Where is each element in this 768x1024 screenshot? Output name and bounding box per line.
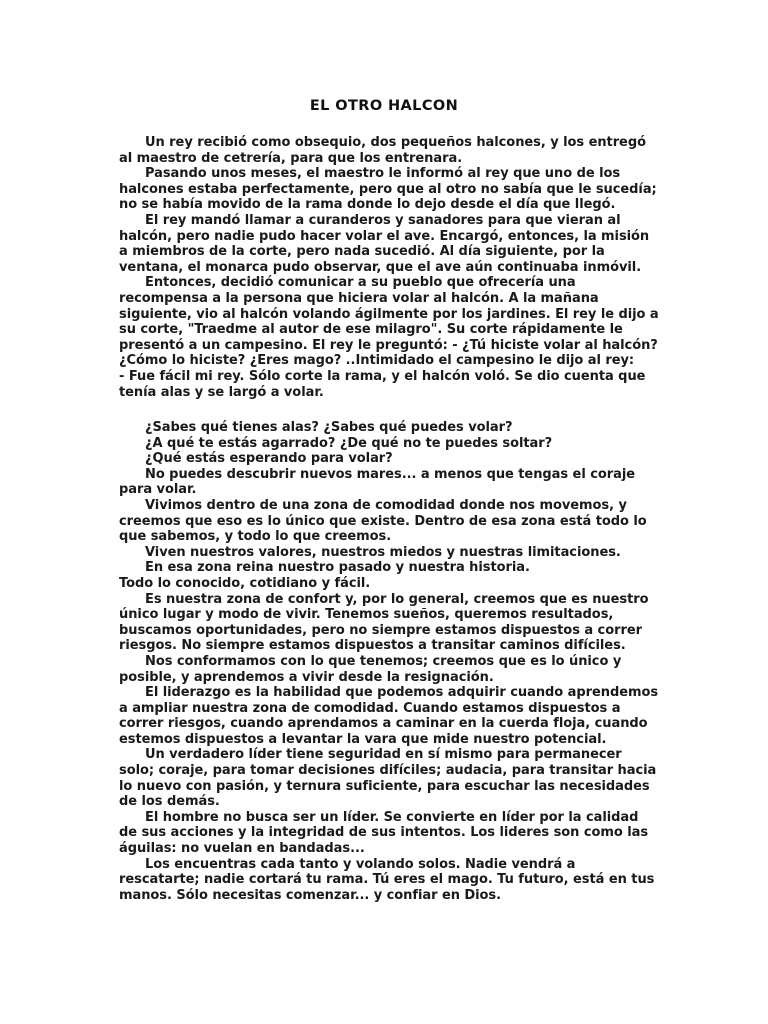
paragraph: Pasando unos meses, el maestro le informó al rey que uno de los halcones estaba perfectamente, pero que al otro no sabía que le sucedía; no se había movido de la rama donde lo dejo desde el día que llegó. (119, 166, 657, 213)
paragraph: No puedes descubrir nuevos mares... a menos que tengas el coraje para volar. (119, 466, 635, 498)
paragraph: El hombre no busca ser un líder. Se convierte en líder por la calidad de sus acciones y la integridad de sus intentos. Los lideres son como las águilas: no vuelan en bandadas... (119, 809, 649, 857)
page-title: EL OTRO HALCON (309, 98, 459, 114)
paragraph: ¿Qué estás esperando para volar? (145, 451, 393, 467)
paragraph: Nos conformamos con lo que tenemos; creemos que es lo único y posible, y aprendemos a vivir desde la resignación. (119, 653, 622, 685)
paragraph: Todo lo conocido, cotidiano y fácil. (119, 575, 371, 591)
paragraph: El rey mandó llamar a curanderos y sanadores para que vieran al halcón, pero nadie pudo hacer volar el ave. Encargó, entonces, la misión a miembros de la corte, pero nada sucedió. Al día siguiente, por la ventana, el monarca pudo observar, que el ave aún continuaba inmóvil. (119, 212, 650, 275)
paragraph: Viven nuestros valores, nuestros miedos y nuestras limitaciones. (145, 544, 621, 560)
story-section (119, 135, 659, 400)
paragraph: Es nuestra zona de confort y, por lo general, creemos que es nuestro único lugar y modo de vivir. Tenemos sueños, queremos resultados, buscamos oportunidades, pero no siempre estamos dispuestos a correr riesgos. No siempre estamos dispuestos a transitar caminos difíciles. (119, 591, 649, 654)
paragraph: Un rey recibió como obsequio, dos pequeños halcones, y los entregó al maestro de cetrería, para que los entrenara. (119, 135, 646, 166)
paragraph: Un verdadero líder tiene seguridad en sí mismo para permanecer solo; coraje, para tomar decisiones difíciles; audacia, para transitar hacia lo nuevo con pasión, y ternura suficiente, para escuchar las necesidades de los demás. (119, 747, 657, 810)
paragraph: Vivimos dentro de una zona de comodidad donde nos movemos, y creemos que eso es lo único que existe. Dentro de esa zona está todo lo que sabemos, y todo lo que creemos. (119, 497, 647, 545)
paragraph: ¿Sabes qué tienes alas? ¿Sabes qué puedes volar? (145, 420, 513, 435)
reflection-section (119, 420, 659, 903)
paragraph: En esa zona reina nuestro pasado y nuestra historia. (145, 560, 530, 576)
paragraph: ¿A qué te estás agarrado? ¿De qué no te puedes soltar? (145, 435, 553, 451)
paragraph: Los encuentras cada tanto y volando solos. Nadie vendrá a rescatarte; nadie cortará tu rama. Tú eres el mago. Tu futuro, está en tus manos. Sólo necesitas comenzar... y confiar en Dios. (119, 856, 655, 903)
paragraph: Entonces, decidió comunicar a su pueblo que ofrecería una recompensa a la persona que hiciera volar al halcón. A la mañana siguiente, vio al halcón volando ágilmente por los jardines. El rey le dijo a su corte, "Traedme al autor de ese milagro". Su corte rápidamente le presentó a un campesino. El rey le preguntó: - ¿Tú hiciste volar al halcón? ¿Cómo lo hiciste? ¿Eres mago? ..Intimidado el campesino le dijo al rey: (119, 275, 659, 369)
paragraph: El liderazgo es la habilidad que podemos adquirir cuando aprendemos a ampliar nuestra zona de comodidad. Cuando estamos dispuestos a correr riesgos, cuando aprendamos a caminar en la cuerda floja, cuando estemos dispuestos a levantar la vara que mide nuestro potencial. (119, 685, 659, 747)
paragraph: - Fue fácil mi rey. Sólo corte la rama, y el halcón voló. Se dio cuenta que tenía alas y se largó a volar. (119, 368, 646, 400)
